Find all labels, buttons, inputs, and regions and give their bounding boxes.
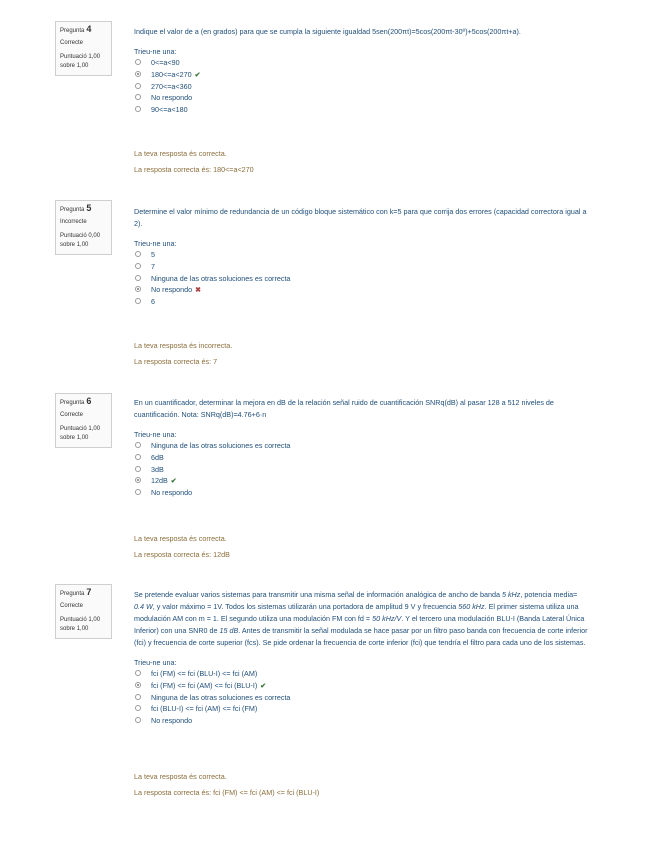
question-grade: Puntuació 1,00 sobre 1,00 bbox=[60, 54, 101, 69]
question-info bbox=[55, 200, 112, 255]
answer-option[interactable] bbox=[134, 261, 589, 273]
question-number: Pregunta 6 bbox=[60, 396, 92, 406]
radio-button[interactable] bbox=[135, 670, 141, 676]
answer-option[interactable] bbox=[134, 69, 589, 81]
answer-option[interactable] bbox=[134, 284, 589, 296]
feedback-message: La teva resposta és correcta. bbox=[134, 149, 227, 158]
correct-answer: La resposta correcta és: 7 bbox=[134, 357, 218, 366]
radio-button[interactable] bbox=[135, 59, 141, 65]
feedback bbox=[134, 771, 589, 803]
question-info bbox=[55, 21, 112, 76]
answer-option[interactable] bbox=[134, 464, 589, 476]
cross-icon: ✖ bbox=[195, 287, 202, 295]
radio-button[interactable] bbox=[135, 454, 141, 460]
answer-label: 270<=a<360 bbox=[151, 81, 192, 91]
question-info bbox=[55, 393, 112, 448]
radio-button[interactable] bbox=[135, 251, 141, 257]
answer-label: 6 bbox=[151, 297, 155, 307]
answer-option[interactable] bbox=[134, 715, 589, 727]
radio-button[interactable] bbox=[135, 442, 141, 448]
answer-list bbox=[134, 440, 589, 499]
question-grade: Puntuació 1,00 sobre 1,00 bbox=[60, 426, 101, 441]
answer-list bbox=[134, 249, 589, 308]
feedback bbox=[134, 148, 589, 180]
check-icon: ✔ bbox=[170, 478, 177, 486]
answer-label: 180<=a<270 bbox=[151, 69, 192, 79]
answer-option[interactable] bbox=[134, 440, 589, 452]
question-grade: Puntuació 0,00 sobre 1,00 bbox=[60, 233, 101, 248]
feedback-message: La teva resposta és incorrecta. bbox=[134, 341, 233, 350]
radio-button[interactable] bbox=[135, 94, 141, 100]
answer-option[interactable] bbox=[134, 475, 589, 487]
answer-option[interactable] bbox=[134, 92, 589, 104]
answer-label: Ninguna de las otras soluciones es correcta bbox=[151, 441, 291, 450]
question-info bbox=[55, 584, 112, 639]
answer-label: Ninguna de las otras soluciones es correcta bbox=[151, 692, 291, 702]
radio-button-selected[interactable] bbox=[135, 477, 141, 483]
feedback-message: La teva resposta és correcta. bbox=[134, 772, 227, 781]
correct-answer: La resposta correcta és: 12dB bbox=[134, 550, 230, 559]
radio-button[interactable] bbox=[135, 106, 141, 112]
check-icon: ✔ bbox=[194, 71, 201, 79]
answer-label: 12dB bbox=[151, 476, 168, 486]
answer-label: No respondo bbox=[151, 285, 193, 295]
answer-option[interactable] bbox=[134, 104, 589, 116]
answer-label: 3dB bbox=[151, 464, 164, 474]
answer-label: No respondo bbox=[151, 488, 193, 498]
correct-answer: La resposta correcta és: 180<=a<270 bbox=[134, 165, 254, 174]
check-icon: ✔ bbox=[260, 682, 267, 690]
answer-label: No respondo bbox=[151, 93, 193, 103]
answer-list bbox=[134, 57, 589, 116]
answer-prompt: Trieu-ne una: bbox=[134, 658, 177, 667]
answer-prompt: Trieu-ne una: bbox=[134, 47, 177, 56]
question-text: Determine el valor mínimo de redundancia de un código bloque sistemático con k=5 para que corrija dos errores (capacidad correctora igual a 2). bbox=[134, 207, 587, 228]
radio-button[interactable] bbox=[135, 298, 141, 304]
feedback-message: La teva resposta és correcta. bbox=[134, 534, 227, 543]
radio-button[interactable] bbox=[135, 83, 141, 89]
radio-button-selected[interactable] bbox=[135, 286, 141, 292]
feedback bbox=[134, 533, 589, 565]
radio-button[interactable] bbox=[135, 717, 141, 723]
answer-option[interactable] bbox=[134, 703, 589, 715]
answer-list bbox=[134, 668, 589, 727]
answer-option[interactable] bbox=[134, 249, 589, 261]
radio-button[interactable] bbox=[135, 275, 141, 281]
answer-label: fci (FM) <= fci (AM) <= fci (BLU-I) bbox=[151, 680, 258, 690]
answer-label: No respondo bbox=[151, 716, 193, 726]
answer-option[interactable] bbox=[134, 273, 589, 285]
answer-label: 5 bbox=[151, 250, 155, 259]
radio-button[interactable] bbox=[135, 263, 141, 269]
radio-button[interactable] bbox=[135, 694, 141, 700]
radio-button-selected[interactable] bbox=[135, 71, 141, 77]
answer-option[interactable] bbox=[134, 57, 589, 69]
question-number: Pregunta 7 bbox=[60, 587, 92, 597]
radio-button[interactable] bbox=[135, 705, 141, 711]
question-text: En un cuantificador, determinar la mejora en dB de la relación señal ruido de cuantificación SNRq(dB) al pasar 128 a 512 niveles de cuantificación. Nota: SNRq(dB)=4.76+6·n bbox=[134, 398, 554, 419]
question-number: Pregunta 4 bbox=[60, 24, 92, 34]
answer-option[interactable] bbox=[134, 81, 589, 93]
answer-option[interactable] bbox=[134, 487, 589, 499]
answer-prompt: Trieu-ne una: bbox=[134, 239, 177, 248]
question-state: Incorrecte bbox=[60, 219, 87, 225]
answer-label: fci (FM) <= fci (BLU-I) <= fci (AM) bbox=[151, 669, 258, 678]
answer-label: 0<=a<90 bbox=[151, 58, 180, 67]
answer-label: fci (BLU-I) <= fci (AM) <= fci (FM) bbox=[151, 704, 258, 714]
radio-button-selected[interactable] bbox=[135, 682, 141, 688]
answer-option[interactable] bbox=[134, 452, 589, 464]
answer-option[interactable] bbox=[134, 296, 589, 308]
question-state: Correcte bbox=[60, 412, 84, 418]
answer-label: Ninguna de las otras soluciones es correcta bbox=[151, 273, 291, 283]
answer-label: 90<=a<180 bbox=[151, 105, 188, 115]
radio-button[interactable] bbox=[135, 466, 141, 472]
question-number: Pregunta 5 bbox=[60, 203, 92, 213]
question-grade: Puntuació 1,00 sobre 1,00 bbox=[60, 617, 101, 632]
question-text: Se pretende evaluar varios sistemas para transmitir una misma señal de información analógica de ancho de banda 5 kHz, potencia media= 0.4 W, y valor máximo = 1V. Todos los sistemas utilizarán una portadora de amplitud 9 V y frecuencia 560 kHz. El primer sistema utiliza una modulación AM con m = 1. El segundo utiliza una modulación FM con fd = 50 kHz/V. Y el tercero una modulación BLU-I (Banda Lateral Única Inferior) con una SNR0 de 15 dB. Antes de transmitir la señal modulada se hace pasar por un filtro paso banda con frecuencia de corte inferior (fci) y frecuencia de corte superior (fcs). Se pide ordenar la frecuencia de corte inferior (fci) que tendría el filtro para cada uno de los sistemas. bbox=[134, 590, 588, 647]
answer-label: 7 bbox=[151, 261, 155, 271]
answer-prompt: Trieu-ne una: bbox=[134, 430, 177, 439]
question-text: Indique el valor de a (en grados) para que se cumpla la siguiente igualdad 5sen(200πt)=5cos(200πt-30º)+5cos(200πt+a). bbox=[134, 27, 521, 36]
correct-answer: La resposta correcta és: fci (FM) <= fci (AM) <= fci (BLU-I) bbox=[134, 788, 320, 797]
answer-label: 6dB bbox=[151, 452, 164, 462]
answer-option[interactable] bbox=[134, 668, 589, 680]
question-state: Correcte bbox=[60, 603, 84, 609]
answer-option[interactable] bbox=[134, 680, 589, 692]
feedback bbox=[134, 340, 589, 372]
answer-option[interactable] bbox=[134, 692, 589, 704]
question-state: Correcte bbox=[60, 40, 84, 46]
radio-button[interactable] bbox=[135, 489, 141, 495]
